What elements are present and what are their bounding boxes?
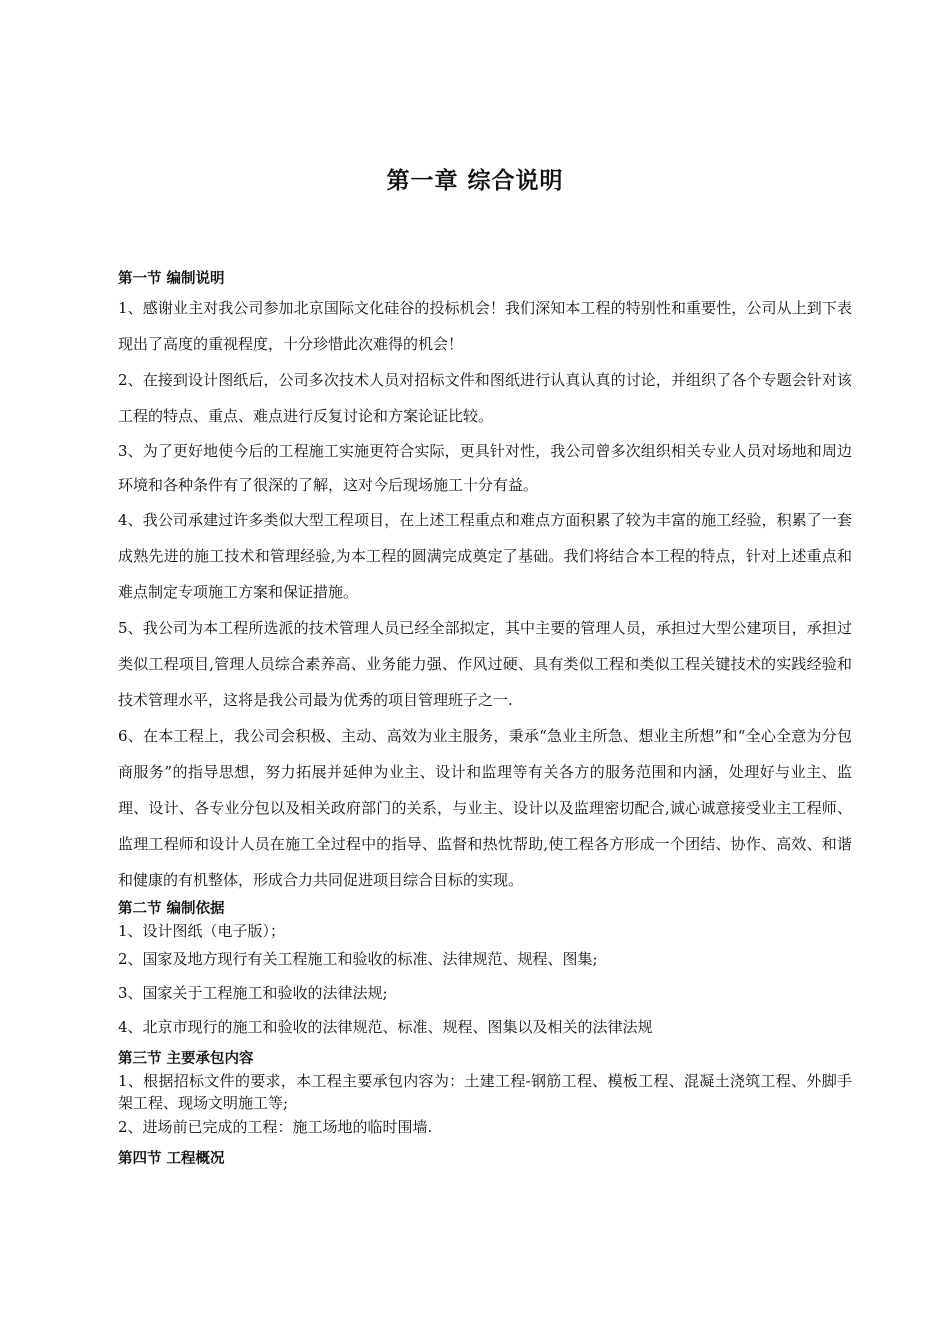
paragraph: 2、国家及地方现行有关工程施工和验收的标准、法律规范、规程、图集; bbox=[118, 950, 598, 968]
section-compilation-basis bbox=[118, 898, 852, 1044]
paragraph: 3、国家关于工程施工和验收的法律法规; bbox=[118, 984, 388, 1002]
section-project-overview bbox=[118, 1148, 852, 1170]
paragraph: 3、为了更好地使今后的工程施工实施更符合实际，更具针对性，我公司曾多次组织相关专业人员对场地和周边环境和各种条件有了很深的了解，这对今后现场施工十分有益。 bbox=[118, 442, 852, 494]
paragraph: 1、根据招标文件的要求，本工程主要承包内容为：土建工程-钢筋工程、模板工程、混凝土浇筑工程、外脚手架工程、现场文明施工等; bbox=[118, 1072, 852, 1112]
document-body bbox=[118, 268, 852, 1170]
paragraph: 2、在接到设计图纸后，公司多次技术人员对招标文件和图纸进行认真认真的讨论，并组织了各个专题会针对该工程的特点、重点、难点进行反复讨论和方案论证比较。 bbox=[118, 371, 852, 425]
section-heading: 第一节 编制说明 bbox=[118, 271, 225, 287]
paragraph: 4、我公司承建过许多类似大型工程项目，在上述工程重点和难点方面积累了较为丰富的施工经验，积累了一套成熟先进的施工技术和管理经验,为本工程的圆满完成奠定了基础。我们将结合本工程的特点，针对上述重点和难点制定专项施工方案和保证措施。 bbox=[118, 511, 852, 601]
section-compilation-notes bbox=[118, 268, 852, 898]
section-heading: 第三节 主要承包内容 bbox=[118, 1051, 254, 1067]
paragraph: 5、我公司为本工程所选派的技术管理人员已经全部拟定，其中主要的管理人员，承担过大型公建项目，承担过类似工程项目,管理人员综合素养高、业务能力强、作风过硬、具有类似工程和类似工程关键技术的实践经验和技术管理水平，这将是我公司最为优秀的项目管理班子之一. bbox=[118, 619, 852, 709]
paragraph: 1、感谢业主对我公司参加北京国际文化硅谷的投标机会！我们深知本工程的特别性和重要性，公司从上到下表现出了高度的重视程度，十分珍惜此次难得的机会！ bbox=[118, 299, 852, 353]
section-main-contract-scope bbox=[118, 1048, 852, 1140]
section-heading: 第二节 编制依据 bbox=[118, 901, 225, 917]
chapter-title: 第一章 综合说明 bbox=[386, 168, 564, 194]
paragraph: 2、进场前已完成的工程：施工场地的临时围墙. bbox=[118, 1118, 433, 1136]
paragraph: 4、北京市现行的施工和验收的法律规范、标准、规程、图集以及相关的法律法规 bbox=[118, 1018, 653, 1036]
paragraph: 1、设计图纸（电子版）； bbox=[118, 922, 286, 940]
section-heading: 第四节 工程概况 bbox=[118, 1151, 225, 1167]
paragraph: 6、在本工程上，我公司会积极、主动、高效为业主服务，秉承“急业主所急、想业主所想”和“全心全意为分包商服务”的指导思想，努力拓展并延伸为业主、设计和监理等有关各方的服务范围和内涵，处理好与业主、监理、设计、各专业分包以及相关政府部门的关系，与业主、设计以及监理密切配合,诚心诚意接受业主工程师、监理工程师和设计人员在施工全过程中的指导、监督和热忱帮助,使工程各方形成一个团结、协作、高效、和谐和健康的有机整体，形成合力共同促进项目综合目标的实现。 bbox=[118, 727, 852, 889]
